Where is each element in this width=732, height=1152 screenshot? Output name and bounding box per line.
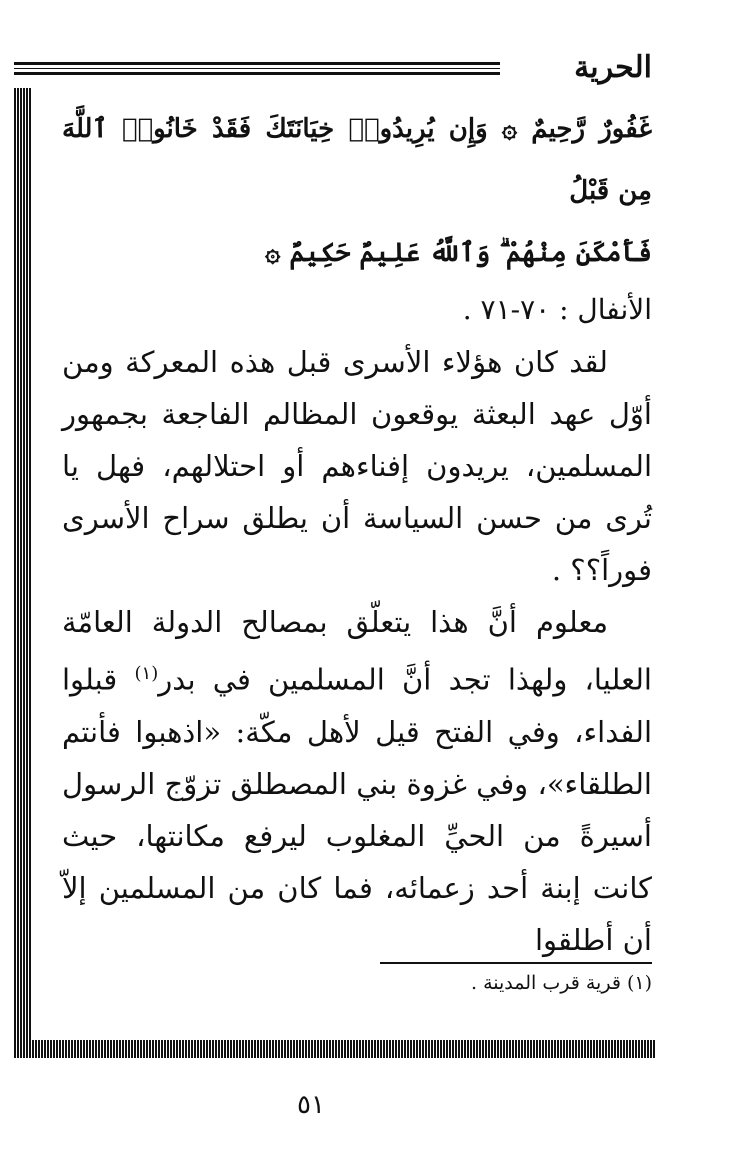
paragraph-1: لقد كان هؤلاء الأسرى قبل هذه المعركة ومن أوّل عهد البعثة يوقعون المظالم الفاجعة بجمهور المسلمين، يريدون إفناءهم أو احتلالهم، فهل يا تُرى من حسن السياسة أن يطلق سراح الأسرى فوراً؟؟ .	[62, 345, 652, 587]
page-body	[62, 98, 652, 966]
page-number: ٥١	[297, 1090, 325, 1120]
verse-reference: الأنفال : ٧٠-٧١ .	[462, 293, 652, 326]
bottom-decorative-border	[14, 1040, 656, 1058]
quran-verse-line-1: غَفُورٌ رَّحِيمٌ ۞ وَإِن يُرِيدُوا۟ خِيَانَتَكَ فَقَدْ خَانُوا۟ ٱللَّهَ مِن قَبْلُ	[62, 114, 652, 206]
running-header-title: الحرية	[574, 50, 652, 85]
paragraph-2-text-b: قبلوا الفداء، وفي الفتح قيل لأهل مكّة: «اذهبوا فأنتم الطلقاء»، وفي غزوة بني المصطلق تزوّج الرسول أسيرةً من الحيِّ المغلوب ليرفع مكانتها، حيث كانت إبنة أحد زعمائه، فما كان من المسلمين إلاّ أن أطلقوا	[62, 662, 652, 957]
header-rule	[14, 62, 500, 75]
footnote-marker: (١)	[134, 663, 159, 684]
footnote-rule	[380, 962, 652, 964]
quran-verse-line-2: فَأَمْكَنَ مِنْهُمْ ۗ وَٱللَّهُ عَلِيمٌ حَكِيمٌ ۞	[265, 238, 652, 268]
paragraph-2-text-a: معلوم أنَّ هذا يتعلّق بمصالح الدولة العامّة العليا، ولهذا تجد أنَّ المسلمين في بدر	[62, 605, 652, 697]
side-decorative-border	[14, 88, 31, 1048]
footnote: (١) قرية قرب المدينة .	[471, 972, 652, 994]
paragraph-2	[62, 596, 652, 966]
